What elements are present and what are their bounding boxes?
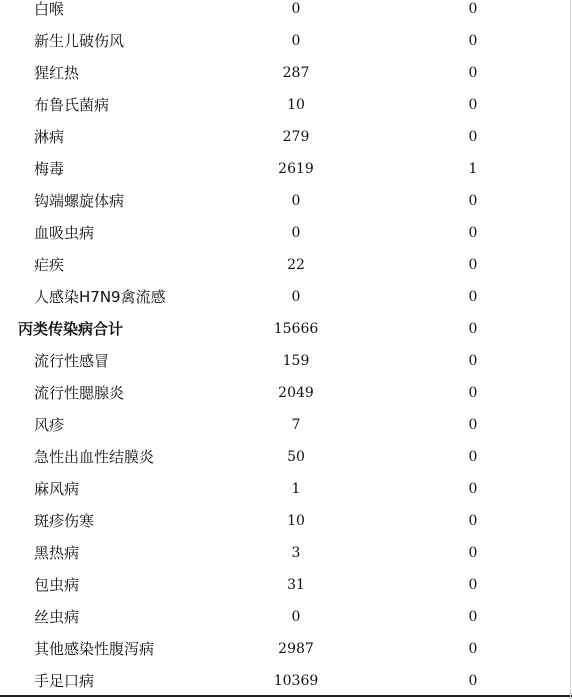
table-row bbox=[0, 217, 572, 249]
death-count: 0 bbox=[468, 449, 478, 465]
case-count: 15666 bbox=[273, 321, 319, 337]
table-row bbox=[0, 153, 572, 185]
case-count: 10369 bbox=[273, 673, 319, 689]
death-count: 0 bbox=[468, 385, 478, 401]
disease-name: 丝虫病 bbox=[34, 608, 80, 626]
table-right-border bbox=[570, 0, 571, 699]
disease-name: 白喉 bbox=[34, 0, 65, 18]
table-row bbox=[0, 473, 572, 505]
case-count: 10 bbox=[287, 97, 305, 113]
case-count: 2619 bbox=[278, 161, 314, 177]
disease-name: 布鲁氏菌病 bbox=[34, 96, 110, 114]
disease-name: 新生儿破伤风 bbox=[34, 32, 125, 50]
case-count: 7 bbox=[291, 417, 301, 433]
case-count: 0 bbox=[291, 289, 301, 305]
disease-name: 梅毒 bbox=[34, 160, 65, 178]
table-row bbox=[0, 249, 572, 281]
table-row bbox=[0, 281, 572, 313]
table-row bbox=[0, 121, 572, 153]
death-count: 0 bbox=[468, 641, 478, 657]
table-row bbox=[0, 57, 572, 89]
disease-name: 猩红热 bbox=[34, 64, 80, 82]
disease-name: 流行性感冒 bbox=[34, 352, 110, 370]
disease-name: 斑疹伤寒 bbox=[34, 512, 95, 530]
case-count: 31 bbox=[287, 577, 305, 593]
death-count: 0 bbox=[468, 481, 478, 497]
death-count: 0 bbox=[468, 65, 478, 81]
disease-name: 包虫病 bbox=[34, 576, 80, 594]
disease-name: 风疹 bbox=[34, 416, 65, 434]
case-count: 2049 bbox=[278, 385, 314, 401]
disease-name: 其他感染性腹泻病 bbox=[34, 640, 155, 658]
table-group-row bbox=[0, 313, 572, 345]
death-count: 0 bbox=[468, 577, 478, 593]
case-count: 1 bbox=[291, 481, 301, 497]
table-row bbox=[0, 537, 572, 569]
table-row bbox=[0, 89, 572, 121]
case-count: 3 bbox=[291, 545, 301, 561]
disease-name: 钩端螺旋体病 bbox=[34, 192, 125, 210]
death-count: 1 bbox=[468, 161, 478, 177]
table-row bbox=[0, 665, 572, 697]
table-row bbox=[0, 441, 572, 473]
disease-name: 黑热病 bbox=[34, 544, 80, 562]
death-count: 0 bbox=[468, 97, 478, 113]
case-count: 22 bbox=[287, 257, 305, 273]
case-count: 0 bbox=[291, 225, 301, 241]
disease-name: 流行性腮腺炎 bbox=[34, 384, 125, 402]
case-count: 50 bbox=[287, 449, 305, 465]
disease-name: 急性出血性结膜炎 bbox=[34, 448, 155, 466]
table-row bbox=[0, 377, 572, 409]
case-count: 279 bbox=[282, 129, 310, 145]
death-count: 0 bbox=[468, 257, 478, 273]
death-count: 0 bbox=[468, 321, 478, 337]
case-count: 0 bbox=[291, 33, 301, 49]
table-row bbox=[0, 633, 572, 665]
table-row bbox=[0, 505, 572, 537]
table-row bbox=[0, 569, 572, 601]
table-row bbox=[0, 185, 572, 217]
table-row bbox=[0, 409, 572, 441]
case-count: 0 bbox=[291, 193, 301, 209]
case-count: 0 bbox=[291, 1, 301, 17]
disease-name: 淋病 bbox=[34, 128, 65, 146]
table-row bbox=[0, 25, 572, 57]
death-count: 0 bbox=[468, 609, 478, 625]
death-count: 0 bbox=[468, 33, 478, 49]
case-count: 0 bbox=[291, 609, 301, 625]
case-count: 287 bbox=[282, 65, 310, 81]
death-count: 0 bbox=[468, 353, 478, 369]
case-count: 10 bbox=[287, 513, 305, 529]
table-row bbox=[0, 0, 572, 25]
death-count: 0 bbox=[468, 673, 478, 689]
death-count: 0 bbox=[468, 193, 478, 209]
case-count: 2987 bbox=[278, 641, 314, 657]
death-count: 0 bbox=[468, 225, 478, 241]
table-bottom-border bbox=[0, 695, 572, 697]
case-count: 159 bbox=[282, 353, 310, 369]
disease-name: 疟疾 bbox=[34, 256, 65, 274]
death-count: 0 bbox=[468, 417, 478, 433]
table-row bbox=[0, 601, 572, 633]
death-count: 0 bbox=[468, 289, 478, 305]
death-count: 0 bbox=[468, 513, 478, 529]
disease-name: 血吸虫病 bbox=[34, 224, 95, 242]
table-row bbox=[0, 345, 572, 377]
disease-name: 人感染H7N9禽流感 bbox=[34, 288, 166, 306]
group-total-label: 丙类传染病合计 bbox=[18, 320, 124, 338]
death-count: 0 bbox=[468, 545, 478, 561]
disease-name: 麻风病 bbox=[34, 480, 80, 498]
death-count: 0 bbox=[468, 1, 478, 17]
disease-name: 手足口病 bbox=[34, 672, 95, 690]
death-count: 0 bbox=[468, 129, 478, 145]
